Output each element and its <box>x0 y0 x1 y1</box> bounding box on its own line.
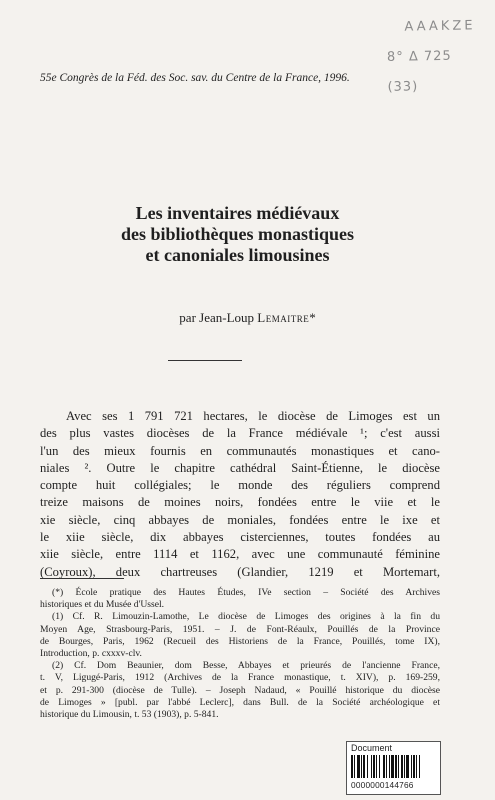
footnote-line: (2) Cf. Dom Beaunier, dom Besse, Abbayes et prieurés de l'ancienne France, <box>52 660 440 672</box>
title-line: des bibliothèques monastiques <box>120 224 355 244</box>
body-line: (Coyroux), deux chartreuses (Glandier, 1219 et Mortemart, <box>40 564 440 579</box>
body-line: Avec ses 1 791 721 hectares, le diocèse de Limoges est un <box>66 409 440 423</box>
footnote-line: (1) Cf. R. Limouzin-Lamothe, Le diocèse de Limoges des origines à la fin du <box>52 611 440 623</box>
body-line: des plus vastes diocèses de la France médiévale ¹; c'est aussi <box>40 426 440 441</box>
barcode-label-title: Document <box>351 743 393 753</box>
document-barcode-label <box>346 741 441 795</box>
article-title <box>40 203 435 266</box>
body-line: l'un des mieux fournis en communautés monastiques et cano- <box>40 443 440 458</box>
shelf-mark-line-2: 8° Δ 725 (33) <box>386 48 452 95</box>
congress-header: 55e Congrès de la Féd. des Soc. sav. du Centre de la France, 1996. <box>40 72 350 84</box>
body-paragraph <box>40 408 440 581</box>
title-line: Les inventaires médiévaux <box>135 203 340 223</box>
barcode-number: 0000000144766 <box>351 780 414 790</box>
shelf-mark-line-1: AAAKZE <box>404 18 476 35</box>
body-line: le xiie siècle, dix abbayes cisterciennes, toutes fondées au <box>40 530 440 545</box>
body-line: xie siècle, cinq abbayes de moniales, fondées entre le ixe et <box>40 512 440 527</box>
footnote-line: Moyen Age, Strasbourg-Paris, 1951. – J. de Font-Réaulx, Pouillés de la Province <box>40 623 440 635</box>
footnote-line: historiques et du Musée d'Ussel. <box>40 599 165 611</box>
title-divider <box>168 360 242 361</box>
author-footnote-mark: * <box>309 310 316 325</box>
footnote-line: Introduction, p. cxxxv-clv. <box>40 648 142 660</box>
author-byline <box>0 310 495 326</box>
byline-prefix: par Jean-Loup <box>179 310 258 325</box>
footnote-divider <box>40 578 124 579</box>
footnote-line: (*) École pratique des Hautes Études, IVe section – Société des Archives <box>52 587 440 598</box>
footnote-line: et p. 291-300 (diocèse de Tulle). – Joseph Nadaud, « Pouillé historique du diocèse <box>40 684 440 696</box>
footnotes <box>40 587 440 721</box>
footnote-line: historique du Limousin, t. 53 (1903), p. 5-841. <box>40 709 219 721</box>
footnote-line: t. V, Ligugé-Paris, 1912 (Archives de la France monastique, t. XIV), p. 169-259, <box>40 672 440 684</box>
footnote-line: de Limoges » [publ. par l'abbé Leclerc], dans Bull. de la Société archéologique et <box>40 696 440 708</box>
body-line: xiie siècle, entre 1114 et 1162, avec une communauté féminine <box>40 547 440 562</box>
title-line: et canoniales limousines <box>145 245 330 265</box>
barcode-icon <box>351 755 435 778</box>
body-line: treize maisons de moines noirs, fondées entre le viie et le <box>40 495 440 510</box>
library-shelf-mark <box>386 11 488 103</box>
footnote-line: de Bourges, Paris, 1962 (Recueil des Historiens de la France, Pouillés, tome IX), <box>40 635 440 647</box>
author-surname: Lemaitre <box>257 310 310 325</box>
body-line: compte huit collégiales; le monde des réguliers comprend <box>40 478 440 493</box>
body-line: niales ². Outre le chapitre cathédral Saint-Étienne, le diocèse <box>40 460 440 475</box>
